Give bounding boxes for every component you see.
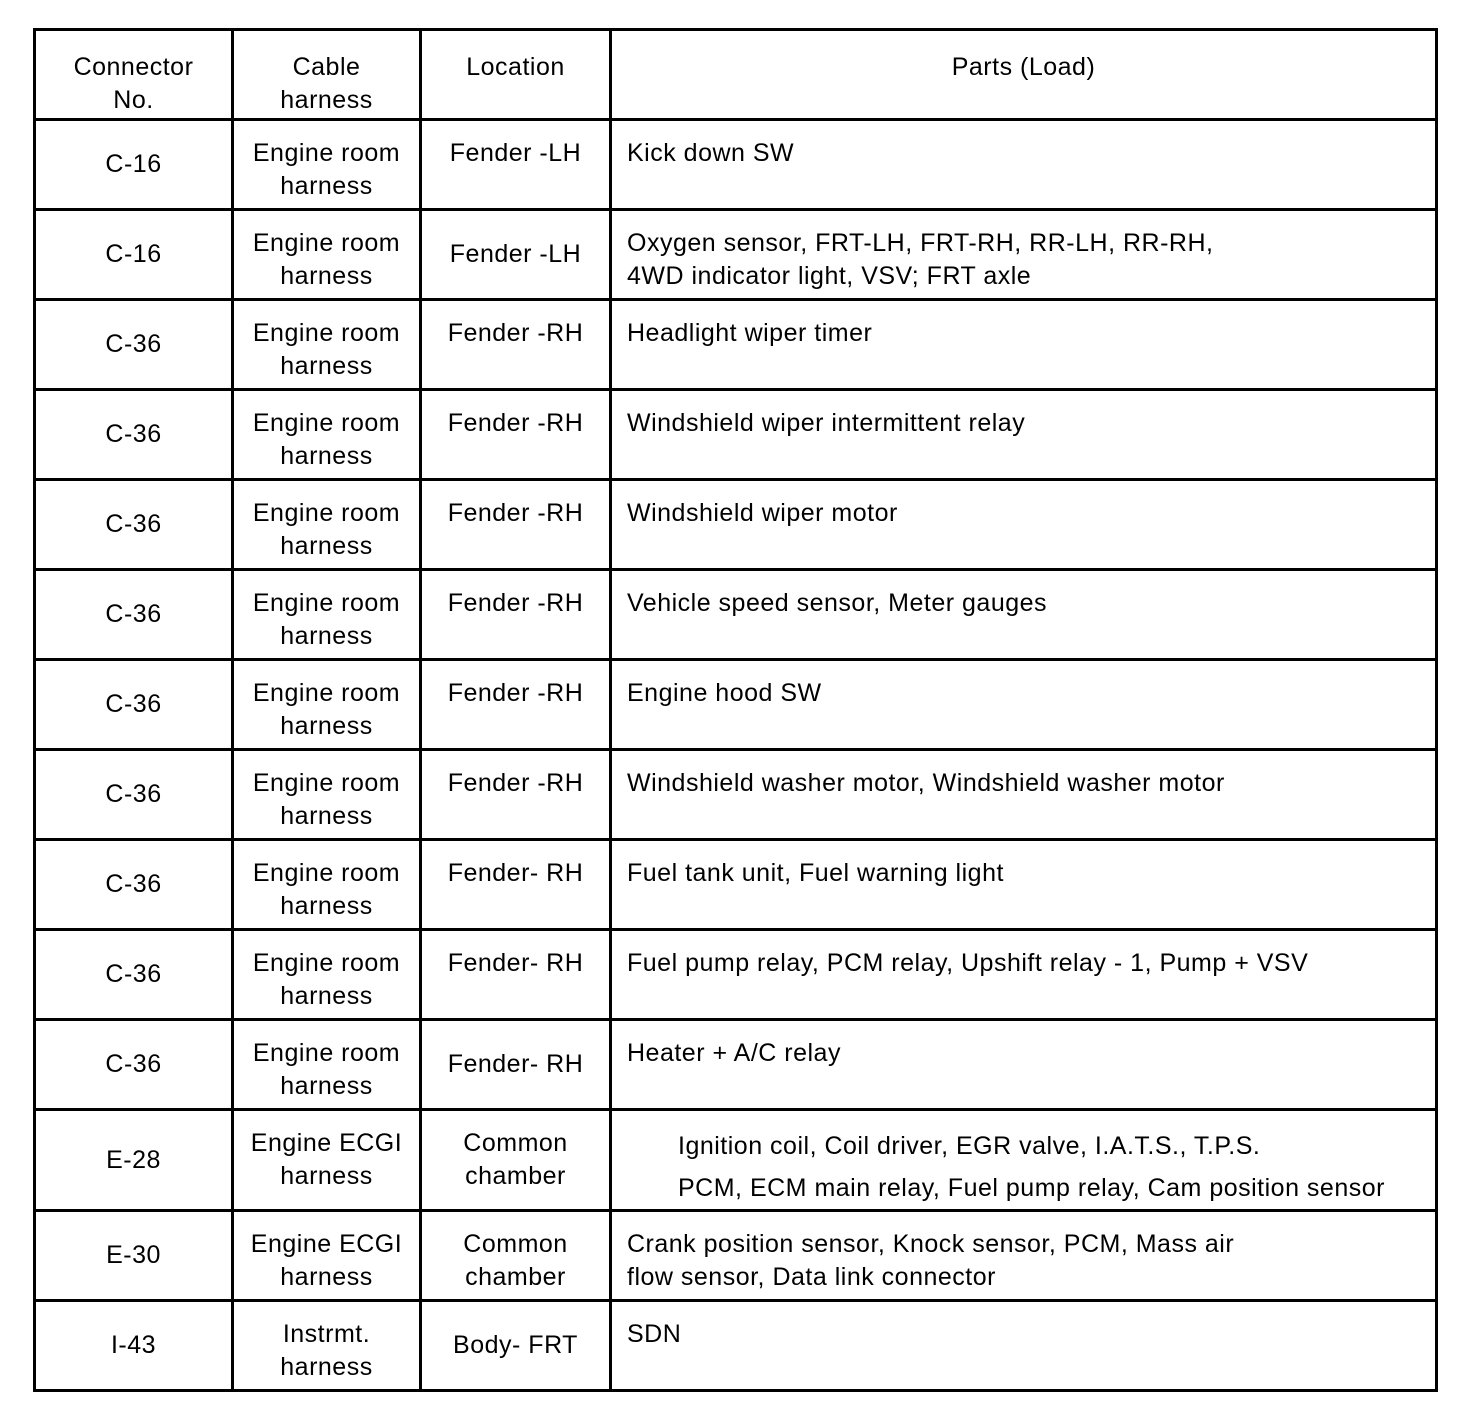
cable-harness-line1: Engine room — [252, 1039, 401, 1067]
connector-cell — [35, 1301, 233, 1391]
parts-cell — [611, 1020, 1437, 1110]
connector-cell — [35, 1211, 233, 1301]
connector-number: C-36 — [105, 870, 162, 898]
parts-line1: Windshield wiper intermittent relay — [627, 409, 1026, 437]
location-cell — [421, 750, 611, 840]
table-row — [35, 1301, 1437, 1391]
cable-harness-line2: harness — [280, 262, 373, 290]
table-row — [35, 120, 1437, 210]
parts-cell — [611, 480, 1437, 570]
cable-cell — [233, 1110, 421, 1211]
parts-line1: Oxygen sensor, FRT-LH, FRT-RH, RR-LH, RR-RH, — [627, 229, 1214, 257]
cable-cell — [233, 570, 421, 660]
location-cell — [421, 660, 611, 750]
parts-cell — [611, 570, 1437, 660]
location-cell — [421, 390, 611, 480]
parts-line1: Fuel pump relay, PCM relay, Upshift relay - 1, Pump + VSV — [627, 949, 1309, 977]
parts-line2: 4WD indicator light, VSV; FRT axle — [627, 262, 1032, 290]
parts-cell — [611, 660, 1437, 750]
location-cell — [421, 930, 611, 1020]
location-cell — [421, 1301, 611, 1391]
table-row — [35, 210, 1437, 300]
header-connector-line2: No. — [113, 86, 154, 114]
location-line1: Fender -LH — [449, 139, 582, 167]
connector-cell — [35, 840, 233, 930]
connector-number: C-36 — [105, 420, 162, 448]
location-cell — [421, 120, 611, 210]
location-line1: Fender -RH — [447, 499, 584, 527]
cable-harness-line2: harness — [280, 172, 373, 200]
location-line1: Common — [463, 1129, 568, 1157]
parts-line2: flow sensor, Data link connector — [627, 1263, 996, 1291]
connector-cell — [35, 120, 233, 210]
header-row — [35, 30, 1437, 120]
location-line1: Fender- RH — [447, 1050, 584, 1078]
cable-harness-line1: Engine room — [252, 949, 401, 977]
location-line1: Fender -RH — [447, 589, 584, 617]
cable-harness-line2: harness — [280, 1072, 373, 1100]
connector-number: C-36 — [105, 330, 162, 358]
connector-number: C-36 — [105, 510, 162, 538]
header-connector-line1: Connector — [73, 53, 194, 81]
cable-cell — [233, 840, 421, 930]
location-line2: chamber — [465, 1263, 566, 1291]
parts-cell — [611, 300, 1437, 390]
location-cell — [421, 1110, 611, 1211]
cable-harness-line2: harness — [280, 622, 373, 650]
cable-harness-line1: Engine ECGI — [250, 1129, 403, 1157]
location-cell — [421, 210, 611, 300]
header-connector — [35, 30, 233, 120]
connector-number: C-36 — [105, 780, 162, 808]
cable-harness-line1: Engine room — [252, 409, 401, 437]
location-cell — [421, 570, 611, 660]
parts-line1: Vehicle speed sensor, Meter gauges — [627, 589, 1048, 617]
parts-line1: Fuel tank unit, Fuel warning light — [627, 859, 1004, 887]
location-line1: Fender- RH — [447, 949, 584, 977]
cable-cell — [233, 480, 421, 570]
location-line1: Common — [463, 1230, 568, 1258]
parts-line1: Engine hood SW — [627, 679, 822, 707]
location-cell — [421, 1211, 611, 1301]
table-row — [35, 570, 1437, 660]
connector-number: C-36 — [105, 960, 162, 988]
connector-cell — [35, 750, 233, 840]
header-cable-line2: harness — [280, 86, 373, 114]
location-line1: Fender -RH — [447, 409, 584, 437]
cable-harness-line1: Engine room — [252, 499, 401, 527]
location-line1: Fender -RH — [447, 679, 584, 707]
cable-harness-line1: Engine room — [252, 589, 401, 617]
parts-cell — [611, 750, 1437, 840]
connector-number: I-43 — [110, 1331, 157, 1359]
parts-line1: Windshield washer motor, Windshield washer motor — [627, 769, 1225, 797]
cable-cell — [233, 120, 421, 210]
cable-cell — [233, 1020, 421, 1110]
table-row — [35, 1211, 1437, 1301]
parts-cell — [611, 390, 1437, 480]
parts-cell — [611, 1110, 1437, 1211]
connector-number: E-28 — [106, 1145, 161, 1174]
cable-harness-line2: harness — [280, 532, 373, 560]
connector-cell — [35, 660, 233, 750]
parts-cell — [611, 1301, 1437, 1391]
parts-line1: Crank position sensor, Knock sensor, PCM, Mass air — [627, 1230, 1235, 1258]
location-line1: Fender -RH — [447, 319, 584, 347]
connector-cell — [35, 570, 233, 660]
table-body — [35, 120, 1437, 1391]
connector-cell — [35, 390, 233, 480]
location-cell — [421, 840, 611, 930]
header-parts — [611, 30, 1437, 120]
cable-cell — [233, 300, 421, 390]
cable-harness-line2: harness — [280, 802, 373, 830]
parts-line1: Kick down SW — [627, 139, 795, 167]
location-cell — [421, 1020, 611, 1110]
connector-cell — [35, 930, 233, 1020]
connector-number: C-36 — [105, 600, 162, 628]
header-parts-label: Parts (Load) — [951, 53, 1096, 81]
parts-cell — [611, 930, 1437, 1020]
table-row — [35, 480, 1437, 570]
connector-cell — [35, 480, 233, 570]
cable-harness-line2: harness — [280, 712, 373, 740]
parts-cell — [611, 840, 1437, 930]
cable-harness-line2: harness — [280, 352, 373, 380]
table-row — [35, 1020, 1437, 1110]
cable-cell — [233, 390, 421, 480]
connector-table — [33, 28, 1438, 1392]
cable-harness-line1: Engine room — [252, 679, 401, 707]
connector-cell — [35, 1110, 233, 1211]
location-cell — [421, 300, 611, 390]
table-row — [35, 840, 1437, 930]
cable-cell — [233, 660, 421, 750]
cable-cell — [233, 210, 421, 300]
connector-cell — [35, 300, 233, 390]
parts-line1: SDN — [627, 1320, 682, 1348]
location-cell — [421, 480, 611, 570]
parts-line2: PCM, ECM main relay, Fuel pump relay, Cam position sensor — [678, 1174, 1385, 1202]
header-location — [421, 30, 611, 120]
connector-cell — [35, 1020, 233, 1110]
location-line1: Fender -RH — [447, 769, 584, 797]
table-row — [35, 1110, 1437, 1211]
connector-number: E-30 — [106, 1241, 161, 1269]
parts-line1: Ignition coil, Coil driver, EGR valve, I.A.T.S., T.P.S. — [678, 1132, 1261, 1160]
parts-cell — [611, 120, 1437, 210]
parts-cell — [611, 1211, 1437, 1301]
header-cable — [233, 30, 421, 120]
cable-cell — [233, 1211, 421, 1301]
cable-harness-line2: harness — [280, 892, 373, 920]
location-line2: chamber — [465, 1162, 566, 1190]
cable-cell — [233, 930, 421, 1020]
table-row — [35, 750, 1437, 840]
connector-number: C-16 — [105, 150, 162, 178]
parts-line1: Headlight wiper timer — [627, 319, 873, 347]
location-line1: Fender- RH — [447, 859, 584, 887]
table-row — [35, 390, 1437, 480]
location-line1: Body- FRT — [453, 1331, 578, 1359]
table-row — [35, 660, 1437, 750]
cable-harness-line2: harness — [280, 1263, 373, 1291]
connector-number: C-16 — [105, 240, 162, 268]
cable-harness-line1: Engine room — [252, 859, 401, 887]
cable-harness-line2: harness — [280, 1353, 373, 1381]
cable-harness-line1: Instrmt. — [282, 1320, 371, 1348]
parts-line1: Windshield wiper motor — [627, 499, 898, 527]
cable-harness-line1: Engine room — [252, 769, 401, 797]
cable-harness-line1: Engine room — [252, 319, 401, 347]
table-row — [35, 930, 1437, 1020]
cable-harness-line2: harness — [280, 1162, 373, 1190]
cable-harness-line2: harness — [280, 442, 373, 470]
cable-cell — [233, 1301, 421, 1391]
cable-cell — [233, 750, 421, 840]
cable-harness-line1: Engine room — [252, 139, 401, 167]
cable-harness-line1: Engine room — [252, 229, 401, 257]
cable-harness-line2: harness — [280, 982, 373, 1010]
parts-line1: Heater + A/C relay — [627, 1039, 841, 1067]
cable-harness-line1: Engine ECGI — [250, 1230, 403, 1258]
header-location-label: Location — [466, 53, 565, 81]
parts-cell — [611, 210, 1437, 300]
connector-cell — [35, 210, 233, 300]
connector-number: C-36 — [105, 1050, 162, 1078]
connector-number: C-36 — [105, 690, 162, 718]
header-cable-line1: Cable — [292, 53, 361, 81]
table-row — [35, 300, 1437, 390]
location-line1: Fender -LH — [449, 240, 582, 268]
